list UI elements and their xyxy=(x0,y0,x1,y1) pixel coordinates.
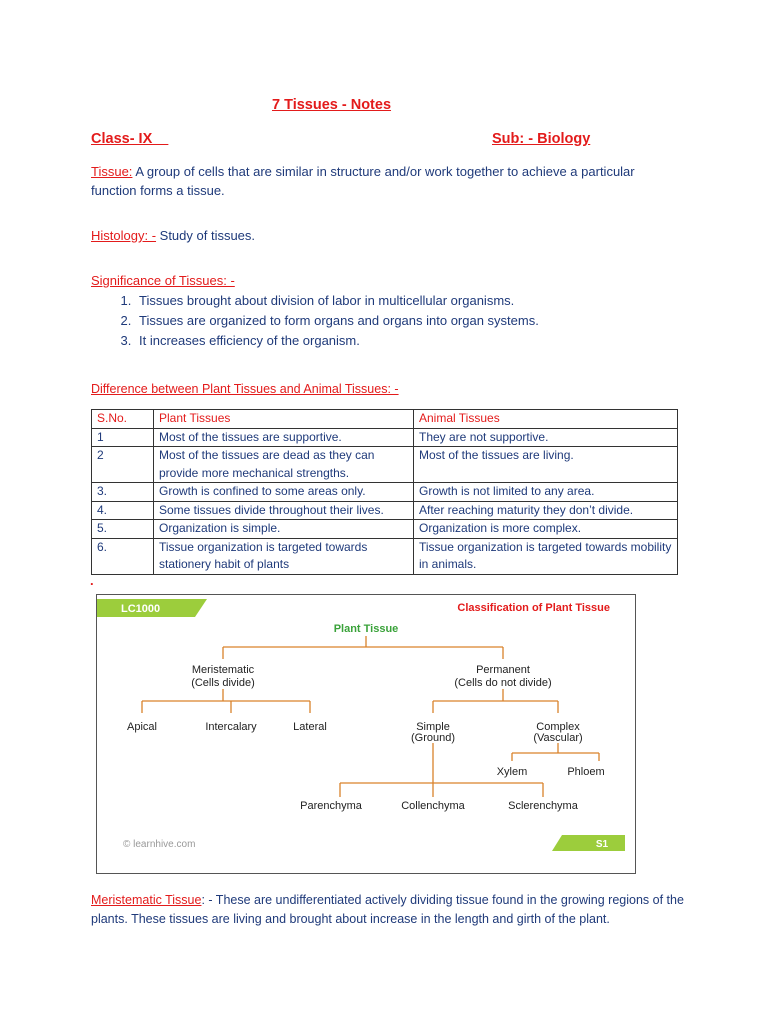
node-complex: Complex xyxy=(536,721,580,733)
page-title: 7 Tissues - Notes xyxy=(272,97,392,113)
table-cell: Tissue organization is targeted towards stationery habit of plants xyxy=(154,538,414,574)
node-simple-note: (Ground) xyxy=(410,732,456,744)
node-permanent-note: (Cells do not divide) xyxy=(454,677,552,689)
table-header-cell: Plant Tissues xyxy=(154,410,414,429)
table-cell: Growth is confined to some areas only. xyxy=(154,483,414,502)
table-cell: 6. xyxy=(92,538,154,574)
table-cell: They are not supportive. xyxy=(414,428,678,447)
node-meristematic: Meristematic xyxy=(191,664,255,676)
table-cell: Most of the tissues are supportive. xyxy=(154,428,414,447)
class-label: Class- IX xyxy=(91,131,169,147)
significance-heading: Significance of Tissues: - xyxy=(91,273,235,288)
plant-tissue-classification-figure xyxy=(96,594,636,874)
table-cell: Most of the tissues are living. xyxy=(414,447,678,483)
slide-number: S1 xyxy=(595,839,609,850)
table-header-row xyxy=(92,410,678,429)
tag-label: LC1000 xyxy=(121,603,161,615)
figure-credit: © learnhive.com xyxy=(123,839,196,850)
table-cell: Organization is simple. xyxy=(154,520,414,539)
difference-heading: Difference between Plant Tissues and Animal Tissues: - xyxy=(91,382,399,396)
bullet-mark: . xyxy=(90,573,94,588)
tissue-term: Tissue: xyxy=(91,164,133,179)
difference-table xyxy=(91,409,678,575)
node-apical: Apical xyxy=(127,721,157,733)
table-row xyxy=(92,538,678,574)
meristematic-term: Meristematic Tissue xyxy=(91,893,202,907)
table-cell: 3. xyxy=(92,483,154,502)
node-parenchyma: Parenchyma xyxy=(300,800,362,812)
table-row xyxy=(92,501,678,520)
table-cell: Tissue organization is targeted towards mobility in animals. xyxy=(414,538,678,574)
table-cell: Growth is not limited to any area. xyxy=(414,483,678,502)
table-cell: Some tissues divide throughout their lives. xyxy=(154,501,414,520)
node-sclerenchyma: Sclerenchyma xyxy=(508,800,578,812)
list-item: 1. Tissues brought about division of labor in multicellular organisms. xyxy=(135,291,539,311)
tree-connectors xyxy=(142,636,599,797)
table-cell: 4. xyxy=(92,501,154,520)
tissue-definition-text: A group of cells that are similar in structure and/or work together to achieve a particular function forms a tissue. xyxy=(91,164,635,198)
node-simple: Simple xyxy=(416,721,450,733)
significance-list xyxy=(91,291,539,351)
table-row xyxy=(92,483,678,502)
meristematic-text: : - These are undifferentiated actively dividing tissue found in the growing regions of the plants. These tissues are living and brought about increase in the length and girth of the plant. xyxy=(91,893,684,926)
table-header-cell: S.No. xyxy=(92,410,154,429)
histology-term: Histology: - xyxy=(91,228,157,243)
subject-label: Sub: - Biology xyxy=(492,131,591,147)
table-cell: After reaching maturity they don’t divide. xyxy=(414,501,678,520)
table-header-cell: Animal Tissues xyxy=(414,410,678,429)
table-cell: 2 xyxy=(92,447,154,483)
slide-banner xyxy=(552,835,625,851)
node-lateral: Lateral xyxy=(293,721,327,733)
node-permanent: Permanent xyxy=(476,664,530,676)
node-plant-tissue: Plant Tissue xyxy=(333,623,399,635)
table-cell: Most of the tissues are dead as they can provide more mechanical strengths. xyxy=(154,447,414,483)
histology-definition xyxy=(91,226,255,245)
node-xylem: Xylem xyxy=(496,766,528,778)
table-cell: Organization is more complex. xyxy=(414,520,678,539)
list-item: 2. Tissues are organized to form organs and organs into organ systems. xyxy=(135,311,539,331)
node-phloem: Phloem xyxy=(567,766,605,778)
figure-title: Classification of Plant Tissue xyxy=(457,602,610,614)
tissue-definition xyxy=(91,162,651,200)
table-row xyxy=(92,428,678,447)
table-row xyxy=(92,447,678,483)
list-item: 3. It increases efficiency of the organism. xyxy=(135,331,539,351)
table-cell: 1 xyxy=(92,428,154,447)
table-cell: 5. xyxy=(92,520,154,539)
classification-diagram xyxy=(97,595,635,873)
node-meristematic-note: (Cells divide) xyxy=(191,677,255,689)
meristematic-paragraph xyxy=(91,891,687,929)
node-complex-note: (Vascular) xyxy=(533,732,583,744)
histology-text: Study of tissues. xyxy=(156,228,256,243)
node-intercalary: Intercalary xyxy=(205,721,257,733)
table-row xyxy=(92,520,678,539)
node-collenchyma: Collenchyma xyxy=(401,800,465,812)
